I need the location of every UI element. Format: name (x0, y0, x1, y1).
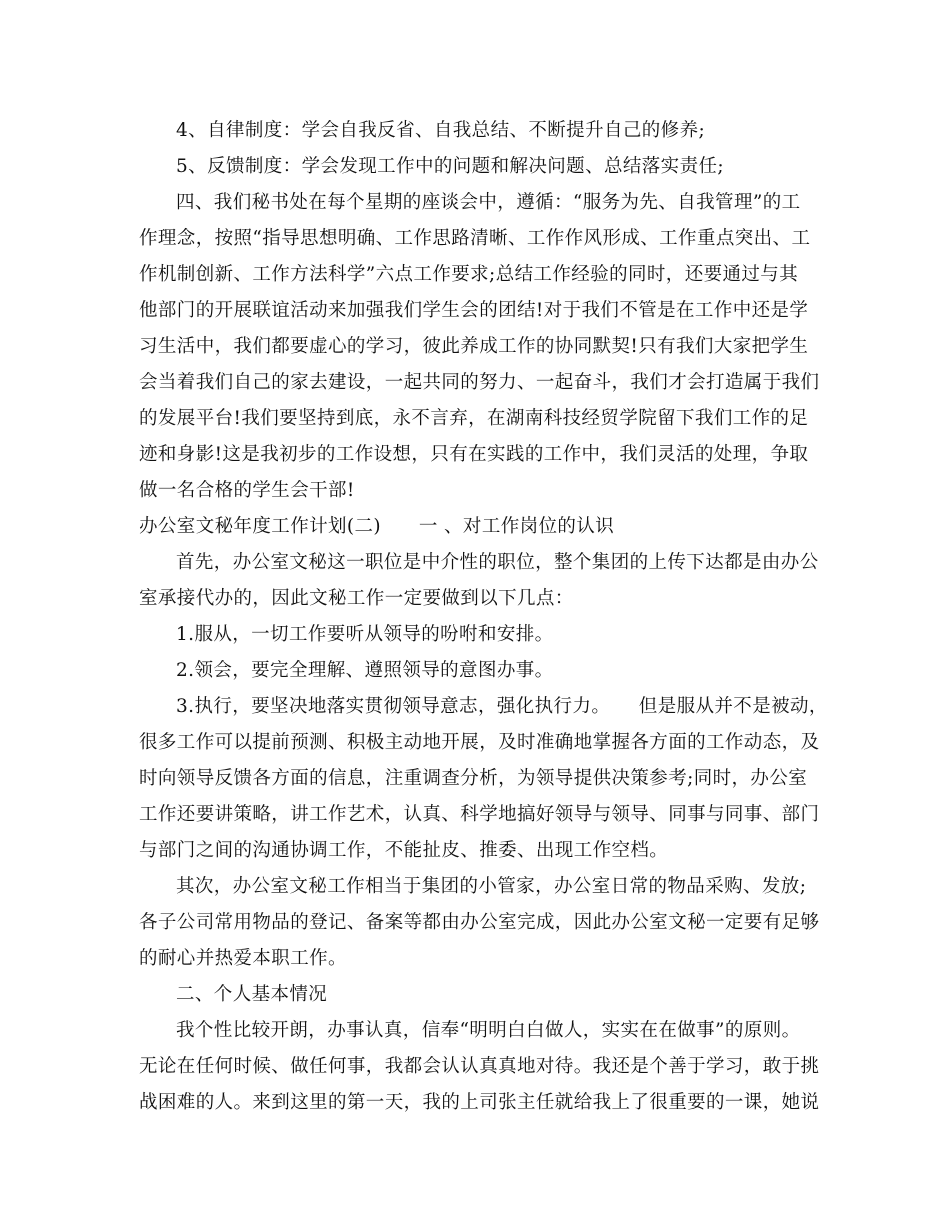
text-line: 首先，办公室文秘这一职位是中介性的职位，整个集团的上传下达都是由办公 (176, 552, 819, 573)
text-line: 习生活中，我们都要虚心的学习，彼此养成工作的协同默契!只有我们大家把学生 (139, 336, 809, 357)
text-line: 4、自律制度：学会自我反省、自我总结、不断提升自己的修养; (176, 120, 706, 141)
text-line: 四、我们秘书处在每个星期的座谈会中，遵循：“服务为先、自我管理”的工 (176, 192, 801, 213)
text-line: 我个性比较开朗，办事认真，信奉“明明白白做人，实实在在做事”的原则。 (176, 1020, 801, 1041)
text-line: 作理念，按照“指导思想明确、工作思路清晰、工作作风形成、工作重点突出、工 (139, 228, 811, 249)
text-line: 工作还要讲策略，讲工作艺术，认真、科学地搞好领导与领导、同事与同事、部门 (139, 804, 820, 825)
text-line: 会当着我们自己的家去建设，一起共同的努力、一起奋斗，我们才会打造属于我们 (139, 372, 820, 393)
text-line: 他部门的开展联谊活动来加强我们学生会的团结!对于我们不管是在工作中还是学 (139, 300, 809, 321)
text-line: 各子公司常用物品的登记、备案等都由办公室完成，因此办公室文秘一定要有足够 (139, 912, 820, 933)
text-line: 其次，办公室文秘工作相当于集团的小管家，办公室日常的物品采购、发放; (176, 876, 807, 897)
text-line: 1.服从，一切工作要听从领导的吩咐和安排。 (176, 624, 554, 645)
text-line: 2.领会，要完全理解、遵照领导的意图办事。 (176, 660, 554, 681)
text-line: 5、反馈制度：学会发现工作中的问题和解决问题、总结落实责任; (176, 156, 725, 177)
text-line: 的耐心并热爱本职工作。 (139, 948, 347, 969)
text-line: 室承接代办的，因此文秘工作一定要做到以下几点： (139, 588, 574, 609)
text-line: 很多工作可以提前预测、积极主动地开展，及时准确地掌握各方面的工作动态，及 (139, 732, 820, 753)
text-line: 做一名合格的学生会干部! (139, 480, 355, 501)
section-heading-line: 二、个人基本情况 (176, 984, 328, 1005)
text-line: 迹和身影!这是我初步的工作设想，只有在实践的工作中，我们灵活的处理，争取 (139, 444, 809, 465)
text-line: 战困难的人。来到这里的第一天，我的上司张主任就给我上了很重要的一课，她说 (139, 1092, 820, 1113)
text-line: 时向领导反馈各方面的信息，注重调查分析，为领导提供决策参考;同时，办公室 (139, 768, 808, 789)
text-line: 3.执行，要坚决地落实贯彻领导意志，强化执行力。 但是服从并不是被动， (176, 696, 828, 717)
text-line: 的发展平台!我们要坚持到底，永不言弃，在湖南科技经贸学院留下我们工作的足 (139, 408, 809, 429)
text-line: 作机制创新、工作方法科学”六点工作要求;总结工作经验的同时，还要通过与其 (139, 264, 799, 285)
text-line: 与部门之间的沟通协调工作，不能扯皮、推委、出现工作空档。 (139, 840, 669, 861)
text-line: 无论在任何时候、做任何事，我都会认认真真地对待。我还是个善于学习，敢于挑 (139, 1056, 820, 1077)
section-heading-line: 办公室文秘年度工作计划(二) 一 、对工作岗位的认识 (139, 516, 615, 537)
